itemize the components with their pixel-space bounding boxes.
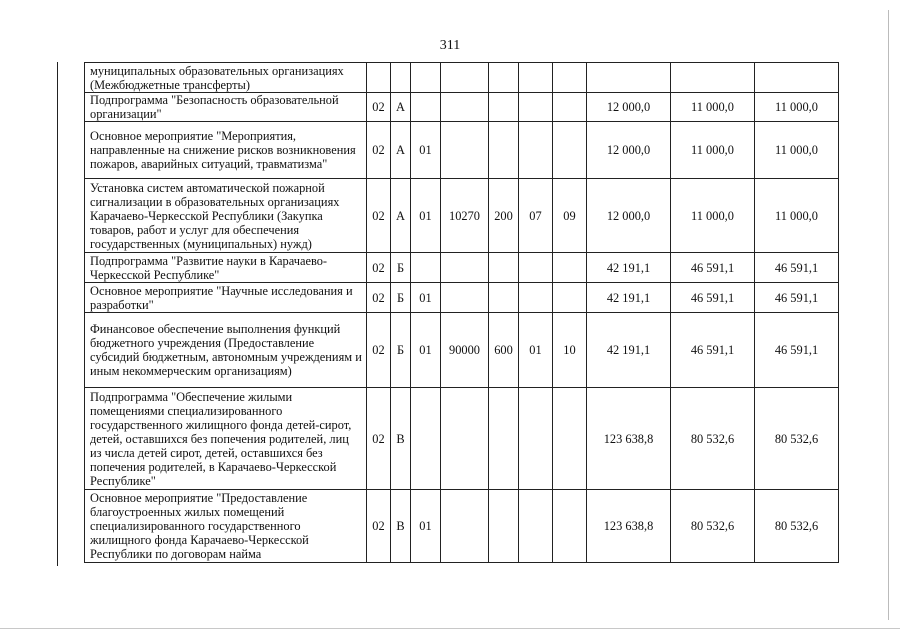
cell-amount-2: 11 000,0	[671, 179, 755, 253]
row-name: Основное мероприятие "Мероприятия, направленные на снижение рисков возникновения пожаров, аварийных ситуаций, травматизма"	[85, 122, 367, 179]
cell-amount-1: 42 191,1	[587, 253, 671, 283]
cell-direction	[441, 283, 489, 313]
cell-expense-type: 200	[489, 179, 519, 253]
page-number: 311	[439, 38, 461, 53]
scan-bottom-edge	[0, 628, 900, 629]
cell-direction: 10270	[441, 179, 489, 253]
cell-program	[367, 63, 391, 93]
cell-amount-1: 42 191,1	[587, 313, 671, 388]
left-margin-line	[57, 62, 58, 566]
cell-program: 02	[367, 122, 391, 179]
cell-section	[519, 122, 553, 179]
row-name: Подпрограмма "Безопасность образовательной организации"	[85, 93, 367, 122]
cell-amount-3	[755, 63, 839, 93]
cell-amount-3: 46 591,1	[755, 283, 839, 313]
cell-expense-type	[489, 122, 519, 179]
cell-amount-3: 11 000,0	[755, 93, 839, 122]
cell-direction	[441, 122, 489, 179]
cell-activity	[411, 63, 441, 93]
cell-direction	[441, 490, 489, 563]
cell-subprogram: Б	[391, 313, 411, 388]
cell-expense-type	[489, 93, 519, 122]
cell-amount-3: 46 591,1	[755, 313, 839, 388]
cell-section: 01	[519, 313, 553, 388]
cell-section	[519, 388, 553, 490]
cell-subsection	[553, 490, 587, 563]
table-row	[85, 388, 839, 490]
cell-subsection	[553, 122, 587, 179]
cell-amount-1	[587, 63, 671, 93]
cell-activity	[411, 388, 441, 490]
budget-table	[84, 62, 839, 563]
cell-amount-1: 12 000,0	[587, 179, 671, 253]
cell-amount-2: 46 591,1	[671, 253, 755, 283]
row-name: Финансовое обеспечение выполнения функций бюджетного учреждения (Предоставление субсидий бюджетным, автономным учреждениям и иным некоммерческим организациям)	[85, 313, 367, 388]
cell-activity: 01	[411, 313, 441, 388]
cell-amount-3: 80 532,6	[755, 490, 839, 563]
table-row	[85, 313, 839, 388]
table-row	[85, 253, 839, 283]
cell-subprogram: Б	[391, 283, 411, 313]
cell-amount-2: 80 532,6	[671, 490, 755, 563]
cell-subsection	[553, 388, 587, 490]
cell-subprogram	[391, 63, 411, 93]
cell-program: 02	[367, 313, 391, 388]
cell-section	[519, 253, 553, 283]
cell-expense-type	[489, 253, 519, 283]
cell-amount-1: 42 191,1	[587, 283, 671, 313]
cell-activity: 01	[411, 490, 441, 563]
cell-program: 02	[367, 283, 391, 313]
cell-activity: 01	[411, 283, 441, 313]
cell-subprogram: А	[391, 93, 411, 122]
table-row	[85, 93, 839, 122]
cell-direction: 90000	[441, 313, 489, 388]
table-row	[85, 283, 839, 313]
cell-subprogram: В	[391, 490, 411, 563]
cell-amount-2: 11 000,0	[671, 122, 755, 179]
row-name: Установка систем автоматической пожарной сигнализации в образовательных организациях Карачаево-Черкесской Республики (Закупка товаров, работ и услуг для обеспечения государственных (муниципальных) нужд)	[85, 179, 367, 253]
cell-subprogram: Б	[391, 253, 411, 283]
cell-amount-3: 46 591,1	[755, 253, 839, 283]
row-name: Основное мероприятие "Научные исследования и разработки"	[85, 283, 367, 313]
table-row	[85, 122, 839, 179]
cell-subprogram: В	[391, 388, 411, 490]
row-name: Подпрограмма "Развитие науки в Карачаево-Черкесской Республике"	[85, 253, 367, 283]
cell-direction	[441, 388, 489, 490]
cell-activity	[411, 253, 441, 283]
cell-amount-3: 11 000,0	[755, 179, 839, 253]
row-name: Основное мероприятие "Предоставление благоустроенных жилых помещений специализированного государственного жилищного фонда Карачаево-Черкесской Республики по договорам найма	[85, 490, 367, 563]
cell-amount-2: 46 591,1	[671, 313, 755, 388]
cell-subsection: 10	[553, 313, 587, 388]
cell-activity	[411, 93, 441, 122]
cell-amount-2	[671, 63, 755, 93]
row-name: Подпрограмма "Обеспечение жилыми помещениями специализированного государственного жилищного фонда детей-сирот, детей, оставшихся без попечения родителей, лиц из числа детей сирот, детей, оставшихся без попечения родителей, в Карачаево-Черкесской Республике"	[85, 388, 367, 490]
cell-subsection: 09	[553, 179, 587, 253]
cell-amount-2: 11 000,0	[671, 93, 755, 122]
row-name: муниципальных образовательных организациях (Межбюджетные трансферты)	[85, 63, 367, 93]
table-row	[85, 179, 839, 253]
cell-expense-type: 600	[489, 313, 519, 388]
cell-subprogram: А	[391, 179, 411, 253]
cell-section	[519, 93, 553, 122]
cell-amount-2: 46 591,1	[671, 283, 755, 313]
cell-amount-3: 11 000,0	[755, 122, 839, 179]
cell-direction	[441, 63, 489, 93]
cell-program: 02	[367, 388, 391, 490]
cell-program: 02	[367, 93, 391, 122]
cell-subsection	[553, 63, 587, 93]
cell-expense-type	[489, 388, 519, 490]
cell-section: 07	[519, 179, 553, 253]
cell-amount-1: 12 000,0	[587, 122, 671, 179]
cell-section	[519, 490, 553, 563]
cell-subsection	[553, 253, 587, 283]
cell-subsection	[553, 93, 587, 122]
cell-subsection	[553, 283, 587, 313]
cell-direction	[441, 253, 489, 283]
cell-expense-type	[489, 283, 519, 313]
table-row	[85, 490, 839, 563]
cell-section	[519, 63, 553, 93]
cell-amount-2: 80 532,6	[671, 388, 755, 490]
cell-expense-type	[489, 490, 519, 563]
cell-amount-3: 80 532,6	[755, 388, 839, 490]
cell-direction	[441, 93, 489, 122]
cell-program: 02	[367, 179, 391, 253]
cell-activity: 01	[411, 122, 441, 179]
cell-activity: 01	[411, 179, 441, 253]
cell-program: 02	[367, 490, 391, 563]
scan-edge-line	[888, 10, 889, 620]
cell-subprogram: А	[391, 122, 411, 179]
cell-amount-1: 123 638,8	[587, 490, 671, 563]
cell-expense-type	[489, 63, 519, 93]
cell-program: 02	[367, 253, 391, 283]
cell-section	[519, 283, 553, 313]
table-body	[85, 63, 839, 563]
table-row	[85, 63, 839, 93]
cell-amount-1: 12 000,0	[587, 93, 671, 122]
cell-amount-1: 123 638,8	[587, 388, 671, 490]
